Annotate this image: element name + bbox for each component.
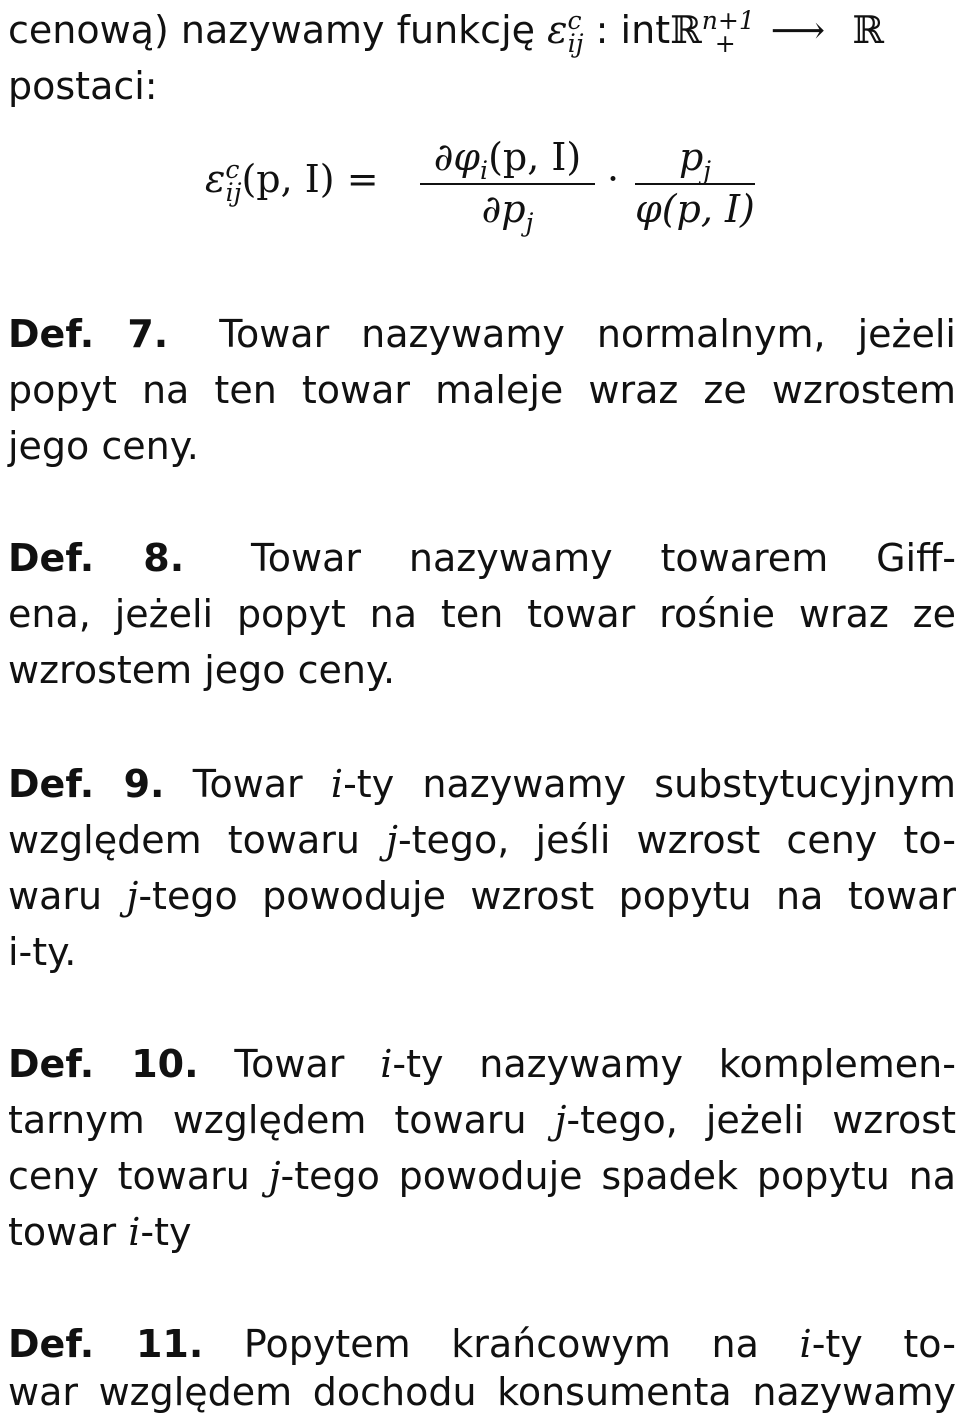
def7-label: Def. 7. xyxy=(8,312,169,356)
def9-line-2 xyxy=(8,812,956,868)
def8-line-3: wzrostem jego ceny. xyxy=(8,648,396,692)
def10-line-4 xyxy=(8,1204,956,1260)
intro-line-2: postaci: xyxy=(8,64,158,108)
real-set-sup: n+1 xyxy=(701,6,755,36)
def9-text-3a: waru xyxy=(8,874,103,918)
def9-text-1b: -ty nazywamy substytucyjnym xyxy=(343,762,956,806)
fraction-derivative-denominator: $\partial p_j$ xyxy=(481,187,534,237)
fraction-price-numerator: $p_j$ xyxy=(678,135,712,185)
multiplication-dot: · xyxy=(607,157,620,201)
def9-text-2b: -tego, jeśli wzrost ceny to- xyxy=(397,818,956,862)
def7-line-2: popyt na ten towar maleje wraz ze wzrostem xyxy=(8,368,956,412)
def10-text-1a: Towar xyxy=(234,1042,345,1086)
def10-text-3a: ceny towaru xyxy=(8,1154,250,1198)
def10-line-1 xyxy=(8,1036,956,1092)
def11-i-var: i xyxy=(799,1322,812,1366)
real-set-symbol: ℝ xyxy=(670,8,702,52)
def10-text-2b: -tego, jeżeli wzrost xyxy=(566,1098,956,1142)
formula-epsilon: ε xyxy=(205,157,226,201)
def10-i-var-2: i xyxy=(128,1210,141,1254)
fraction-bar xyxy=(420,183,595,185)
def8-text-1: Towar nazywamy towarem Giff- xyxy=(251,536,957,580)
def10-text-2a: tarnym względem towaru xyxy=(8,1098,527,1142)
def7-line-3: jego ceny. xyxy=(8,424,199,468)
def10-line-3 xyxy=(8,1148,956,1204)
def11-text-1a: Popytem krańcowym na xyxy=(243,1322,759,1366)
formula-epsilon-sup: c xyxy=(225,155,240,185)
epsilon-sub: ij xyxy=(567,28,584,58)
def7-text-1: Towar nazywamy normalnym, jeżeli xyxy=(219,312,956,356)
epsilon-sup: c xyxy=(567,6,582,36)
def8-line-2: ena, jeżeli popyt na ten towar rośnie wraz ze xyxy=(8,592,956,636)
def10-label: Def. 10. xyxy=(8,1042,199,1086)
def9-line-3 xyxy=(8,868,956,924)
intro-line-1 xyxy=(8,2,956,63)
def9-text-1a: Towar xyxy=(192,762,303,806)
formula-lhs xyxy=(205,155,379,207)
def10-text-4a: towar xyxy=(8,1210,117,1254)
fraction-derivative xyxy=(420,135,595,245)
def9-i-var: i xyxy=(330,762,344,806)
real-set-symbol-2: ℝ xyxy=(852,8,884,52)
def9-j-var: j xyxy=(386,818,398,862)
def10-text-1b: -ty nazywamy komplemen- xyxy=(392,1042,956,1086)
def10-line-2 xyxy=(8,1092,956,1148)
int-text: : int xyxy=(595,8,671,52)
def10-j-var-2: j xyxy=(268,1154,281,1198)
def10-i-var: i xyxy=(380,1042,393,1086)
def9-line-4: i-ty. xyxy=(8,930,77,974)
formula-epsilon-sub: ij xyxy=(225,177,242,207)
arrow-icon: ⟶ xyxy=(770,8,826,52)
fraction-price-ratio xyxy=(635,135,755,245)
def7-line-1 xyxy=(8,306,956,362)
def11-label: Def. 11. xyxy=(8,1322,204,1366)
def10-text-4b: -ty xyxy=(140,1210,192,1254)
formula-lhs-args: (p, I) = xyxy=(241,157,379,201)
intro-text: cenową) nazywamy funkcję xyxy=(8,8,536,52)
def9-line-1 xyxy=(8,756,956,812)
fraction-bar-2 xyxy=(635,183,755,185)
epsilon-symbol: ε xyxy=(547,8,568,52)
real-set-sub: + xyxy=(714,28,736,58)
def9-j-var-2: j xyxy=(126,874,139,918)
fraction-derivative-numerator: $\partial\varphi_i(p$, I) xyxy=(433,135,582,185)
def10-j-var: j xyxy=(554,1098,567,1142)
def9-label: Def. 9. xyxy=(8,762,165,806)
fraction-price-denominator: φ(p, I) xyxy=(635,187,755,231)
def10-text-3b: -tego powoduje spadek popytu na xyxy=(280,1154,956,1198)
def9-text-2a: względem towaru xyxy=(8,818,360,862)
def11-line-2: war względem dochodu konsumenta nazywamy xyxy=(8,1370,956,1414)
def11-text-1b: -ty to- xyxy=(811,1322,956,1366)
def8-line-1 xyxy=(8,530,956,586)
def8-label: Def. 8. xyxy=(8,536,185,580)
def9-text-3b: -tego powoduje wzrost popytu na towar xyxy=(138,874,956,918)
